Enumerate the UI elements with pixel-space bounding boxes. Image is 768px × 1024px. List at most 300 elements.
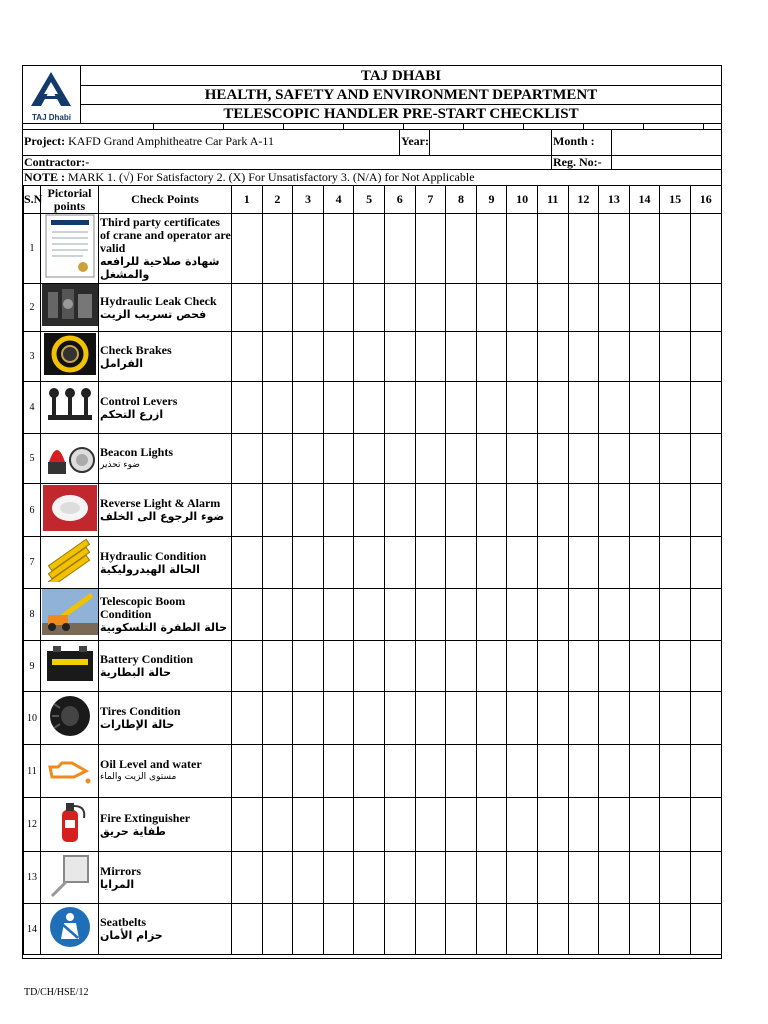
mark-cell-day-6[interactable] (384, 332, 415, 382)
mark-cell-day-12[interactable] (568, 537, 599, 589)
mark-cell-day-11[interactable] (537, 904, 568, 955)
mark-cell-day-15[interactable] (660, 745, 691, 798)
mark-cell-day-7[interactable] (415, 537, 446, 589)
mark-cell-day-2[interactable] (262, 434, 293, 484)
mark-cell-day-2[interactable] (262, 589, 293, 641)
mark-cell-day-14[interactable] (629, 537, 660, 589)
mark-cell-day-8[interactable] (446, 692, 477, 745)
mark-cell-day-7[interactable] (415, 434, 446, 484)
mark-cell-day-9[interactable] (476, 434, 507, 484)
mark-cell-day-15[interactable] (660, 641, 691, 692)
company-logo (23, 66, 81, 124)
mark-cell-day-13[interactable] (599, 641, 630, 692)
mark-cell-day-10[interactable] (507, 692, 538, 745)
check-point-cell (99, 904, 232, 955)
mark-cell-day-9[interactable] (476, 641, 507, 692)
mark-cell-day-8[interactable] (446, 641, 477, 692)
check-point-english: Hydraulic Condition (100, 548, 207, 563)
table-row (24, 798, 722, 852)
certificate-icon (45, 265, 95, 282)
mark-cell-day-15[interactable] (660, 537, 691, 589)
mark-cell-day-5[interactable] (354, 589, 385, 641)
mark-cell-day-5[interactable] (354, 904, 385, 955)
mark-cell-day-10[interactable] (507, 641, 538, 692)
mark-cell-day-3[interactable] (293, 537, 324, 589)
mark-cell-day-5[interactable] (354, 852, 385, 904)
mark-cell-day-4[interactable] (323, 692, 354, 745)
mark-cell-day-15[interactable] (660, 434, 691, 484)
mark-cell-day-8[interactable] (446, 434, 477, 484)
mark-cell-day-6[interactable] (384, 745, 415, 798)
mark-cell-day-1[interactable] (232, 284, 263, 332)
check-point-cell (99, 284, 232, 332)
mark-cell-day-11[interactable] (537, 537, 568, 589)
mark-cell-day-2[interactable] (262, 745, 293, 798)
mark-cell-day-8[interactable] (446, 214, 477, 284)
table-row (24, 745, 722, 798)
form-title: TELESCOPIC HANDLER PRE-START CHECKLIST (223, 106, 579, 122)
mark-cell-day-13[interactable] (599, 484, 630, 537)
pictorial-cell (41, 852, 99, 904)
note-text: MARK 1. (√) For Satisfactory 2. (X) For Unsatisfactory 3. (N/A) for Not Applicable (68, 170, 475, 184)
row-number: 6 (24, 484, 41, 537)
mark-cell-day-4[interactable] (323, 434, 354, 484)
mark-cell-day-2[interactable] (262, 641, 293, 692)
pictorial-cell (41, 484, 99, 537)
check-point-cell (99, 332, 232, 382)
mark-cell-day-8[interactable] (446, 484, 477, 537)
mark-cell-day-11[interactable] (537, 434, 568, 484)
hydraulic-engine-icon (42, 313, 98, 330)
tire-icon (44, 725, 96, 742)
mark-cell-day-14[interactable] (629, 484, 660, 537)
logo-caption: TAJ Dhabi (32, 113, 71, 122)
mark-cell-day-9[interactable] (476, 852, 507, 904)
table-header-row (24, 186, 722, 214)
mark-cell-day-5[interactable] (354, 641, 385, 692)
mark-cell-day-3[interactable] (293, 484, 324, 537)
mark-cell-day-14[interactable] (629, 284, 660, 332)
mark-cell-day-8[interactable] (446, 589, 477, 641)
check-point-arabic: شهادة صلاحية للرافعه والمشغل (100, 255, 220, 281)
fire-extinguisher-icon (44, 833, 96, 850)
mark-cell-day-7[interactable] (415, 214, 446, 284)
contractor-label: Contractor:- (24, 155, 90, 169)
check-point-english: Beacon Lights (100, 444, 174, 459)
mark-cell-day-5[interactable] (354, 332, 385, 382)
mark-cell-day-16[interactable] (690, 484, 721, 537)
mark-cell-day-3[interactable] (293, 904, 324, 955)
mark-cell-day-13[interactable] (599, 434, 630, 484)
mark-cell-day-1[interactable] (232, 589, 263, 641)
mark-cell-day-4[interactable] (323, 745, 354, 798)
mark-cell-day-16[interactable] (690, 589, 721, 641)
mark-cell-day-2[interactable] (262, 332, 293, 382)
mark-cell-day-13[interactable] (599, 332, 630, 382)
row-number: 11 (24, 745, 41, 798)
note-label: NOTE : (24, 170, 66, 184)
day-header-5: 5 (354, 186, 385, 214)
mark-cell-day-9[interactable] (476, 382, 507, 434)
mark-cell-day-7[interactable] (415, 382, 446, 434)
check-point-arabic: مستوى الزيت والماء (100, 772, 177, 782)
mark-cell-day-1[interactable] (232, 798, 263, 852)
mark-cell-day-11[interactable] (537, 214, 568, 284)
mark-cell-day-15[interactable] (660, 284, 691, 332)
mark-cell-day-12[interactable] (568, 382, 599, 434)
mark-cell-day-14[interactable] (629, 214, 660, 284)
mark-cell-day-4[interactable] (323, 537, 354, 589)
pictorial-cell (41, 641, 99, 692)
mark-cell-day-7[interactable] (415, 589, 446, 641)
mark-cell-day-11[interactable] (537, 284, 568, 332)
reg-no-label: Reg. No:- (553, 155, 602, 169)
beacon-light-icon (44, 465, 96, 482)
mark-cell-day-2[interactable] (262, 214, 293, 284)
table-row (24, 382, 722, 434)
mark-cell-day-16[interactable] (690, 745, 721, 798)
mark-cell-day-3[interactable] (293, 284, 324, 332)
brake-disc-icon (44, 362, 96, 379)
day-header-2: 2 (262, 186, 293, 214)
pictorial-cell (41, 798, 99, 852)
mark-cell-day-10[interactable] (507, 904, 538, 955)
mark-cell-day-11[interactable] (537, 798, 568, 852)
mark-cell-day-13[interactable] (599, 692, 630, 745)
mark-cell-day-15[interactable] (660, 904, 691, 955)
mark-cell-day-5[interactable] (354, 745, 385, 798)
mark-cell-day-8[interactable] (446, 745, 477, 798)
mark-cell-day-7[interactable] (415, 904, 446, 955)
mark-cell-day-3[interactable] (293, 852, 324, 904)
mark-cell-day-6[interactable] (384, 852, 415, 904)
mark-cell-day-13[interactable] (599, 537, 630, 589)
mark-cell-day-7[interactable] (415, 332, 446, 382)
check-point-english: Telescopic Boom Condition (100, 594, 186, 621)
check-point-cell (99, 434, 232, 484)
mark-cell-day-3[interactable] (293, 214, 324, 284)
mark-cell-day-2[interactable] (262, 537, 293, 589)
check-point-arabic: حالة الإطارات (100, 718, 175, 731)
table-row (24, 332, 722, 382)
mark-cell-day-3[interactable] (293, 332, 324, 382)
mark-cell-day-12[interactable] (568, 904, 599, 955)
mark-cell-day-1[interactable] (232, 745, 263, 798)
mark-cell-day-12[interactable] (568, 745, 599, 798)
mark-cell-day-12[interactable] (568, 332, 599, 382)
mark-cell-day-11[interactable] (537, 692, 568, 745)
mark-cell-day-13[interactable] (599, 214, 630, 284)
mark-cell-day-7[interactable] (415, 852, 446, 904)
mark-cell-day-1[interactable] (232, 434, 263, 484)
mark-cell-day-16[interactable] (690, 904, 721, 955)
mark-cell-day-4[interactable] (323, 284, 354, 332)
mark-cell-day-4[interactable] (323, 214, 354, 284)
mark-cell-day-6[interactable] (384, 434, 415, 484)
mark-cell-day-16[interactable] (690, 214, 721, 284)
mark-cell-day-4[interactable] (323, 332, 354, 382)
mark-cell-day-3[interactable] (293, 382, 324, 434)
mark-cell-day-9[interactable] (476, 589, 507, 641)
mark-cell-day-1[interactable] (232, 904, 263, 955)
mark-cell-day-15[interactable] (660, 589, 691, 641)
table-row (24, 852, 722, 904)
mark-cell-day-9[interactable] (476, 332, 507, 382)
mark-cell-day-7[interactable] (415, 692, 446, 745)
mark-cell-day-9[interactable] (476, 284, 507, 332)
day-header-11: 11 (537, 186, 568, 214)
check-point-cell (99, 641, 232, 692)
mark-cell-day-11[interactable] (537, 332, 568, 382)
form-code: TD/CH/HSE/12 (24, 987, 89, 998)
mark-cell-day-15[interactable] (660, 852, 691, 904)
mark-cell-day-15[interactable] (660, 382, 691, 434)
row-number: 9 (24, 641, 41, 692)
mark-cell-day-13[interactable] (599, 904, 630, 955)
seatbelt-icon (44, 936, 96, 953)
mark-cell-day-16[interactable] (690, 692, 721, 745)
mark-cell-day-10[interactable] (507, 434, 538, 484)
mark-cell-day-14[interactable] (629, 589, 660, 641)
check-point-arabic: الحالة الهيدروليكية (100, 562, 200, 576)
check-point-arabic: المرايا (100, 877, 135, 891)
mark-cell-day-12[interactable] (568, 589, 599, 641)
mark-cell-day-10[interactable] (507, 852, 538, 904)
mark-cell-day-1[interactable] (232, 692, 263, 745)
mark-cell-day-10[interactable] (507, 382, 538, 434)
mark-cell-day-6[interactable] (384, 284, 415, 332)
mark-cell-day-10[interactable] (507, 537, 538, 589)
pictorial-header: Pictorial points (41, 186, 99, 214)
mark-cell-day-12[interactable] (568, 434, 599, 484)
mark-cell-day-3[interactable] (293, 589, 324, 641)
mark-cell-day-6[interactable] (384, 798, 415, 852)
mark-cell-day-16[interactable] (690, 798, 721, 852)
mark-cell-day-5[interactable] (354, 214, 385, 284)
mark-cell-day-10[interactable] (507, 798, 538, 852)
mark-cell-day-3[interactable] (293, 745, 324, 798)
mark-cell-day-10[interactable] (507, 745, 538, 798)
mark-cell-day-10[interactable] (507, 284, 538, 332)
mark-cell-day-8[interactable] (446, 798, 477, 852)
check-point-english: Fire Extinguisher (100, 810, 191, 825)
mark-cell-day-6[interactable] (384, 214, 415, 284)
mark-cell-day-2[interactable] (262, 692, 293, 745)
mark-cell-day-8[interactable] (446, 852, 477, 904)
mark-cell-day-12[interactable] (568, 852, 599, 904)
mark-cell-day-13[interactable] (599, 589, 630, 641)
mark-cell-day-4[interactable] (323, 904, 354, 955)
table-row (24, 904, 722, 955)
mark-cell-day-2[interactable] (262, 798, 293, 852)
mark-cell-day-7[interactable] (415, 284, 446, 332)
mark-cell-day-16[interactable] (690, 537, 721, 589)
mark-cell-day-16[interactable] (690, 641, 721, 692)
mark-cell-day-12[interactable] (568, 641, 599, 692)
mark-cell-day-15[interactable] (660, 798, 691, 852)
mark-cell-day-4[interactable] (323, 852, 354, 904)
mark-cell-day-14[interactable] (629, 434, 660, 484)
mark-cell-day-8[interactable] (446, 537, 477, 589)
mark-cell-day-8[interactable] (446, 332, 477, 382)
mark-cell-day-13[interactable] (599, 798, 630, 852)
mark-cell-day-11[interactable] (537, 484, 568, 537)
mark-cell-day-9[interactable] (476, 904, 507, 955)
check-point-cell (99, 745, 232, 798)
mark-cell-day-8[interactable] (446, 284, 477, 332)
mark-cell-day-14[interactable] (629, 382, 660, 434)
mark-cell-day-16[interactable] (690, 382, 721, 434)
mark-cell-day-1[interactable] (232, 537, 263, 589)
mark-cell-day-1[interactable] (232, 382, 263, 434)
mark-cell-day-11[interactable] (537, 589, 568, 641)
table-row (24, 537, 722, 589)
mark-cell-day-4[interactable] (323, 641, 354, 692)
mark-cell-day-4[interactable] (323, 382, 354, 434)
day-header-4: 4 (323, 186, 354, 214)
table-row (24, 484, 722, 537)
check-point-arabic: الفرامل (100, 356, 144, 370)
mark-cell-day-14[interactable] (629, 692, 660, 745)
mark-cell-day-5[interactable] (354, 382, 385, 434)
check-point-cell (99, 589, 232, 641)
mark-cell-day-14[interactable] (629, 852, 660, 904)
mark-cell-day-9[interactable] (476, 214, 507, 284)
mark-cell-day-9[interactable] (476, 745, 507, 798)
mark-cell-day-9[interactable] (476, 484, 507, 537)
mark-cell-day-6[interactable] (384, 382, 415, 434)
mark-cell-day-15[interactable] (660, 692, 691, 745)
day-header-9: 9 (476, 186, 507, 214)
mark-cell-day-9[interactable] (476, 692, 507, 745)
mark-cell-day-5[interactable] (354, 434, 385, 484)
row-number: 1 (24, 214, 41, 284)
month-label: Month : (553, 134, 595, 148)
check-point-arabic: حالة الطفرة التلسكوبية (100, 621, 228, 634)
mark-cell-day-2[interactable] (262, 484, 293, 537)
mark-cell-day-5[interactable] (354, 692, 385, 745)
check-point-english: Reverse Light & Alarm (100, 496, 221, 510)
mark-cell-day-11[interactable] (537, 745, 568, 798)
day-header-3: 3 (293, 186, 324, 214)
mark-cell-day-3[interactable] (293, 798, 324, 852)
mark-cell-day-12[interactable] (568, 798, 599, 852)
row-number: 5 (24, 434, 41, 484)
mark-cell-day-13[interactable] (599, 382, 630, 434)
mark-cell-day-6[interactable] (384, 692, 415, 745)
day-header-12: 12 (568, 186, 599, 214)
mark-cell-day-7[interactable] (415, 745, 446, 798)
mark-cell-day-10[interactable] (507, 484, 538, 537)
mark-cell-day-16[interactable] (690, 284, 721, 332)
table-row (24, 641, 722, 692)
mark-cell-day-1[interactable] (232, 484, 263, 537)
mark-cell-day-10[interactable] (507, 589, 538, 641)
mark-cell-day-13[interactable] (599, 852, 630, 904)
row-number: 14 (24, 904, 41, 955)
mark-cell-day-11[interactable] (537, 852, 568, 904)
mark-cell-day-14[interactable] (629, 641, 660, 692)
mark-cell-day-6[interactable] (384, 589, 415, 641)
mark-cell-day-12[interactable] (568, 484, 599, 537)
pictorial-cell (41, 434, 99, 484)
mark-cell-day-7[interactable] (415, 798, 446, 852)
mark-cell-day-15[interactable] (660, 214, 691, 284)
mark-cell-day-8[interactable] (446, 904, 477, 955)
mark-cell-day-14[interactable] (629, 332, 660, 382)
check-point-cell (99, 537, 232, 589)
mark-cell-day-2[interactable] (262, 852, 293, 904)
mark-cell-day-9[interactable] (476, 537, 507, 589)
mark-cell-day-6[interactable] (384, 537, 415, 589)
day-header-13: 13 (599, 186, 630, 214)
table-row (24, 692, 722, 745)
mark-cell-day-13[interactable] (599, 745, 630, 798)
mark-cell-day-7[interactable] (415, 641, 446, 692)
mark-cell-day-14[interactable] (629, 904, 660, 955)
mark-cell-day-1[interactable] (232, 332, 263, 382)
mark-cell-day-3[interactable] (293, 641, 324, 692)
mark-cell-day-2[interactable] (262, 904, 293, 955)
mark-cell-day-11[interactable] (537, 382, 568, 434)
mark-cell-day-12[interactable] (568, 692, 599, 745)
mark-cell-day-4[interactable] (323, 589, 354, 641)
mark-cell-day-1[interactable] (232, 214, 263, 284)
pictorial-cell (41, 284, 99, 332)
table-row (24, 214, 722, 284)
mark-cell-day-14[interactable] (629, 745, 660, 798)
mark-cell-day-16[interactable] (690, 434, 721, 484)
mark-cell-day-1[interactable] (232, 641, 263, 692)
mark-cell-day-6[interactable] (384, 484, 415, 537)
mark-cell-day-2[interactable] (262, 284, 293, 332)
mark-cell-day-15[interactable] (660, 484, 691, 537)
sn-header: S.N (24, 186, 41, 214)
mark-cell-day-11[interactable] (537, 641, 568, 692)
mark-cell-day-5[interactable] (354, 284, 385, 332)
mark-cell-day-5[interactable] (354, 537, 385, 589)
mark-cell-day-4[interactable] (323, 484, 354, 537)
oil-can-icon (44, 778, 96, 795)
mark-cell-day-8[interactable] (446, 382, 477, 434)
mark-cell-day-2[interactable] (262, 382, 293, 434)
mark-cell-day-12[interactable] (568, 214, 599, 284)
mark-cell-day-3[interactable] (293, 692, 324, 745)
mark-cell-day-15[interactable] (660, 332, 691, 382)
mark-cell-day-6[interactable] (384, 641, 415, 692)
mark-cell-day-9[interactable] (476, 798, 507, 852)
mark-cell-day-13[interactable] (599, 284, 630, 332)
mark-cell-day-1[interactable] (232, 852, 263, 904)
day-header-6: 6 (384, 186, 415, 214)
mark-cell-day-6[interactable] (384, 904, 415, 955)
mark-cell-day-12[interactable] (568, 284, 599, 332)
mark-cell-day-4[interactable] (323, 798, 354, 852)
mark-cell-day-5[interactable] (354, 798, 385, 852)
mark-cell-day-16[interactable] (690, 332, 721, 382)
mark-cell-day-7[interactable] (415, 484, 446, 537)
mark-cell-day-5[interactable] (354, 484, 385, 537)
check-point-english: Seatbelts (100, 915, 146, 929)
taj-logo-icon (23, 66, 79, 112)
mark-cell-day-16[interactable] (690, 852, 721, 904)
row-number: 8 (24, 589, 41, 641)
mark-cell-day-10[interactable] (507, 332, 538, 382)
mark-cell-day-3[interactable] (293, 434, 324, 484)
mark-cell-day-10[interactable] (507, 214, 538, 284)
check-points-header: Check Points (99, 186, 232, 214)
mark-cell-day-14[interactable] (629, 798, 660, 852)
